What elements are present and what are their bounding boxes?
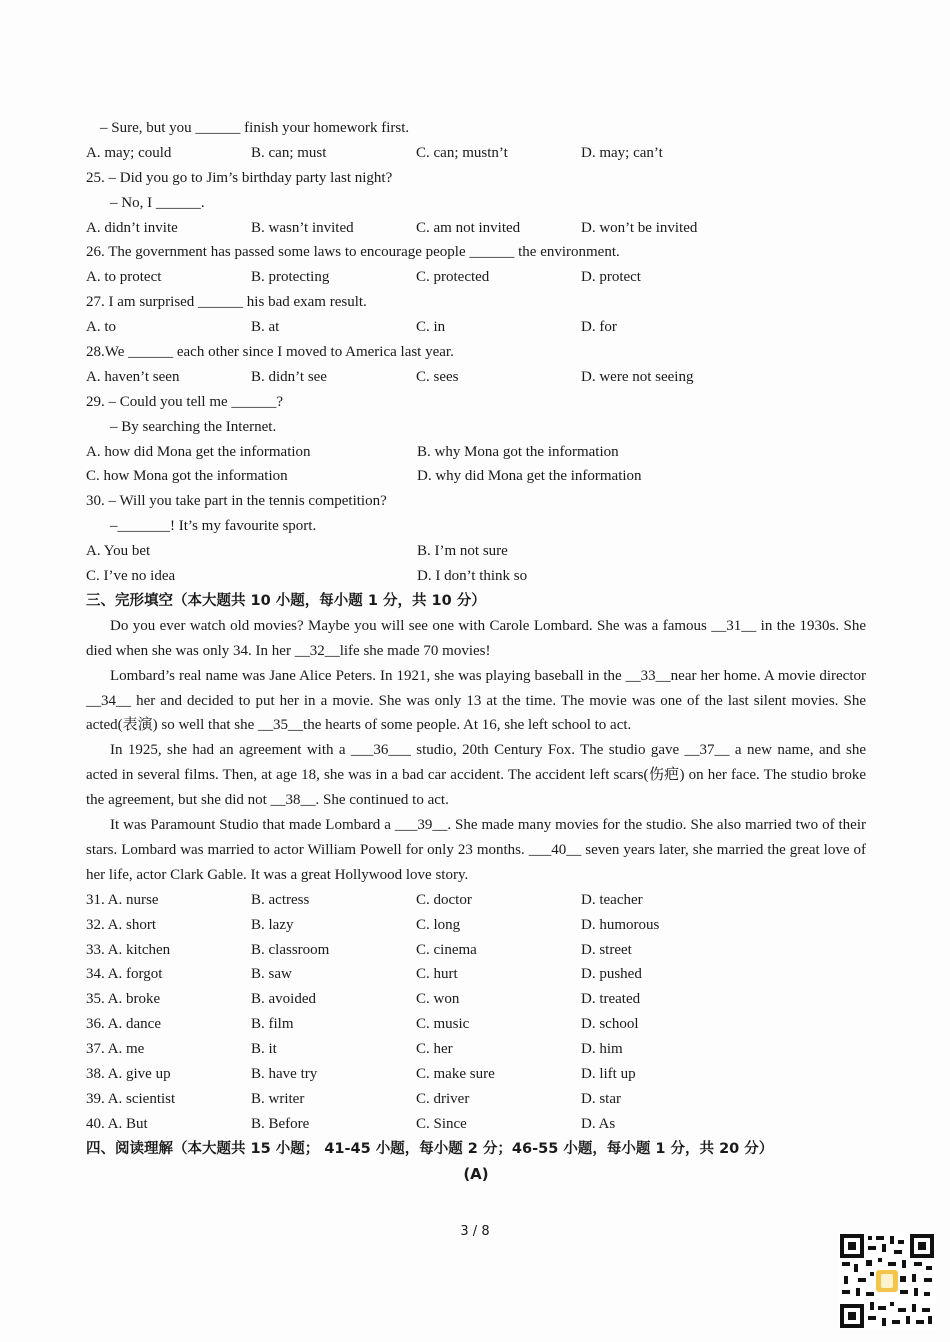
option: C. her <box>416 1041 453 1058</box>
option: D. teacher <box>581 891 643 908</box>
option: D. why did Mona get the information <box>417 468 642 485</box>
option: C. Since <box>416 1115 467 1132</box>
q24-answer-line: – Sure, but you ______ finish your homework first. <box>100 120 410 136</box>
option: D. pushed <box>581 966 642 983</box>
q29-options-row1 <box>86 440 866 465</box>
option: D. lift up <box>581 1066 636 1083</box>
option: D. were not seeing <box>581 368 694 385</box>
cloze-question-34 <box>86 962 866 987</box>
option: B. writer <box>251 1090 305 1107</box>
cloze-paragraph: Do you ever watch old movies? Maybe you will see one with Carole Lombard. She was a famous __31__ in the 1930s. She died when she was only 34. In her __32__life she made 70 movies! <box>86 617 866 659</box>
option: B. can; must <box>251 144 327 161</box>
option: C. am not invited <box>416 219 521 236</box>
q24-options <box>86 141 866 166</box>
q29-options-row2 <box>86 464 866 489</box>
q30-stem: 30. – Will you take part in the tennis competition? <box>86 493 387 510</box>
option: A. to protect <box>86 269 162 286</box>
q29-stem: 29. – Could you tell me ______? <box>86 393 284 410</box>
option: B. why Mona got the information <box>417 443 619 460</box>
option: A. didn’t invite <box>86 219 178 236</box>
option: 32. A. short <box>86 916 157 933</box>
option: C. long <box>416 916 461 933</box>
cloze-paragraph: It was Paramount Studio that made Lombard a ___39__. She made many movies for the studio. She also married two of their stars. Lombard was married to actor William Powell for only 23 months. ___40__ seven years later, she married the great love of her life, actor Clark Gable. It was a great Hollywood love story. <box>86 817 866 883</box>
cloze-question-33 <box>86 938 866 963</box>
option: D. street <box>581 941 632 958</box>
option: C. sees <box>416 368 459 385</box>
option: 36. A. dance <box>86 1016 161 1033</box>
page-number: 3 / 8 <box>460 1224 490 1239</box>
option: D. protect <box>581 269 641 286</box>
option: C. I’ve no idea <box>86 568 176 585</box>
section4-title: 四、阅读理解（本大题共 15 小题； 41-45 小题，每小题 2 分；46-55 小题，每小题 1 分，共 20 分） <box>86 1140 774 1157</box>
option: D. for <box>581 319 617 336</box>
option: B. protecting <box>251 269 330 286</box>
cloze-question-35 <box>86 987 866 1012</box>
option: 33. A. kitchen <box>86 941 171 958</box>
option: D. humorous <box>581 916 660 933</box>
option: A. to <box>86 319 116 336</box>
q26-stem: 26. The government has passed some laws to encourage people ______ the environment. <box>86 244 620 261</box>
qr-code-icon <box>838 1232 936 1330</box>
q25-stem: 25. – Did you go to Jim’s birthday party last night? <box>86 169 393 186</box>
option: B. lazy <box>251 916 294 933</box>
cloze-questions <box>86 888 866 1137</box>
q28-options <box>86 365 866 390</box>
option: B. Before <box>251 1115 310 1132</box>
option: D. may; can’t <box>581 144 663 161</box>
option: D. star <box>581 1090 621 1107</box>
option: C. can; mustn’t <box>416 144 508 161</box>
option: B. avoided <box>251 991 316 1008</box>
option: C. how Mona got the information <box>86 468 288 485</box>
option: B. I’m not sure <box>417 543 508 560</box>
section3-title: 三、完形填空（本大题共 10 小题，每小题 1 分，共 10 分） <box>86 592 486 609</box>
option: C. in <box>416 319 446 336</box>
option: A. You bet <box>86 543 151 560</box>
option: C. protected <box>416 269 490 286</box>
option: 40. A. But <box>86 1115 148 1132</box>
option: 35. A. broke <box>86 991 161 1008</box>
option: D. As <box>581 1115 616 1132</box>
cloze-paragraph: In 1925, she had an agreement with a ___36___ studio, 20th Century Fox. The studio gave __37__ a new name, and she acted in several films. Then, at age 18, she was in a bad car accident. The accident left scars(伤疤) on her face. The studio broke the agreement, but she did not __38__. She continued to act. <box>86 742 866 809</box>
q30-options-row2 <box>86 564 866 589</box>
option: B. it <box>251 1041 277 1058</box>
cloze-question-36 <box>86 1012 866 1037</box>
q25-answer-line: – No, I ______. <box>110 194 205 211</box>
option: C. cinema <box>416 941 477 958</box>
option: A. haven’t seen <box>86 368 180 385</box>
option: B. film <box>251 1016 294 1033</box>
q30-answer-line: –_______! It’s my favourite sport. <box>110 518 317 535</box>
cloze-question-38 <box>86 1062 866 1087</box>
passage-label: (A) <box>463 1164 489 1183</box>
q25-options <box>86 216 866 241</box>
cloze-question-39 <box>86 1087 866 1112</box>
option: B. actress <box>251 891 310 908</box>
option: 34. A. forgot <box>86 966 163 983</box>
option: 37. A. me <box>86 1041 145 1058</box>
option: B. classroom <box>251 941 330 958</box>
cloze-paragraph: Lombard’s real name was Jane Alice Peters. In 1921, she was playing baseball in the __33__near her home. A movie director __34__ her and decided to put her in a movie. She was only 13 at the time. The movie was one of the last silent movies. She acted(表演) so well that she __35__the hearts of some people. At 16, she left school to act. <box>86 667 866 734</box>
option: C. doctor <box>416 891 472 908</box>
q30-options-row1 <box>86 539 866 564</box>
option: D. him <box>581 1041 623 1058</box>
option: A. may; could <box>86 144 172 161</box>
option: C. driver <box>416 1090 470 1107</box>
option: 39. A. scientist <box>86 1090 176 1107</box>
cloze-question-32 <box>86 913 866 938</box>
option: B. at <box>251 319 280 336</box>
q27-stem: 27. I am surprised ______ his bad exam result. <box>86 294 367 311</box>
q28-stem: 28.We ______ each other since I moved to America last year. <box>86 344 454 361</box>
cloze-question-37 <box>86 1037 866 1062</box>
option: C. won <box>416 991 460 1008</box>
option: B. saw <box>251 966 292 983</box>
option: C. make sure <box>416 1066 495 1083</box>
option: D. I don’t think so <box>417 568 528 585</box>
option: A. how did Mona get the information <box>86 443 311 460</box>
option: B. wasn’t invited <box>251 219 354 236</box>
exam-page <box>86 116 866 1186</box>
option: 31. A. nurse <box>86 891 159 908</box>
option: B. didn’t see <box>251 368 327 385</box>
option: C. music <box>416 1016 470 1033</box>
option: D. won’t be invited <box>581 219 698 236</box>
q26-options <box>86 265 866 290</box>
option: D. treated <box>581 991 641 1008</box>
cloze-question-40 <box>86 1112 866 1137</box>
option: C. hurt <box>416 966 458 983</box>
cloze-passage <box>86 614 866 888</box>
option: B. have try <box>251 1066 318 1083</box>
q29-answer-line: – By searching the Internet. <box>110 418 277 435</box>
option: D. school <box>581 1016 639 1033</box>
q27-options <box>86 315 866 340</box>
option: 38. A. give up <box>86 1066 171 1083</box>
cloze-question-31 <box>86 888 866 913</box>
